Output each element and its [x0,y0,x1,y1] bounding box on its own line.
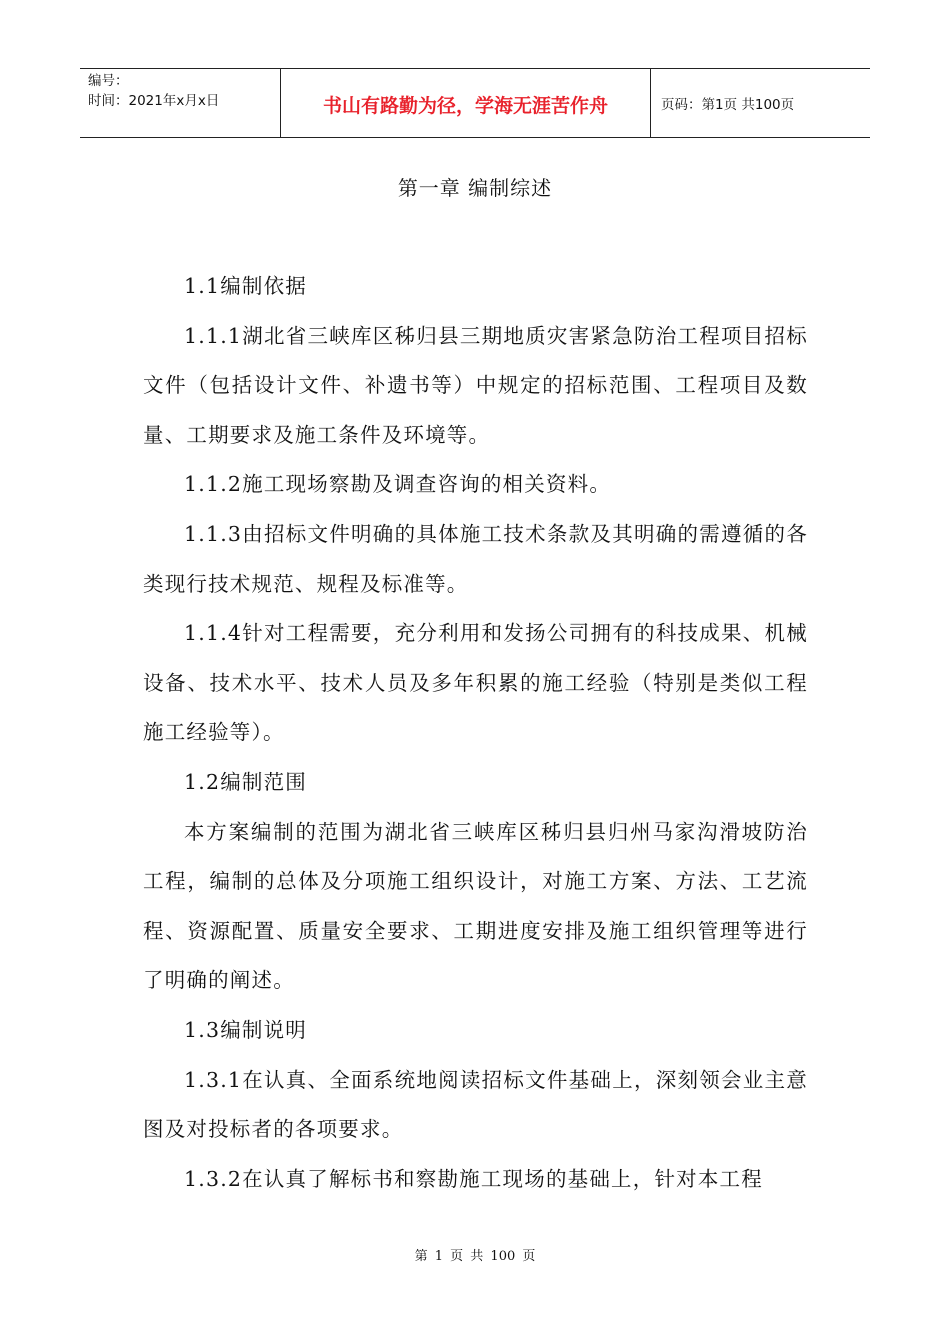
section-heading: 1.3编制说明 [184,1017,308,1042]
paragraph: 本方案编制的范围为湖北省三峡库区秭归县归州马家沟滑坡防治工程，编制的总体及分项施工组织设计，对施工方案、方法、工艺流程、资源配置、质量安全要求、工期进度安排及施工组织管理等进行了明确的阐述。 [143,819,808,993]
paragraph: 1.1.4针对工程需要，充分利用和发扬公司拥有的科技成果、机械设备、技术水平、技术人员及多年积累的施工经验（特别是类似工程施工经验等）。 [143,621,808,745]
chapter-title: 第一章 编制综述 [397,176,553,200]
document-number: 编号： [88,73,129,89]
section-heading: 1.1编制依据 [184,274,308,298]
section-heading: 1.2编制范围 [184,769,308,794]
paragraph: 1.1.3由招标文件明确的具体施工技术条款及其明确的需遵循的各类现行技术规范、规程及标准等。 [143,521,808,596]
page-header [80,68,870,138]
paragraph: 1.1.1湖北省三峡库区秭归县三期地质灾害紧急防治工程项目招标文件（包括设计文件、补遗书等）中规定的招标范围、工程项目及数量、工期要求及施工条件及环境等。 [143,323,808,447]
paragraph: 1.1.2施工现场察勘及调查咨询的相关资料。 [184,472,612,497]
paragraph: 1.3.2在认真了解标书和察勘施工现场的基础上，针对本工程 [184,1166,763,1191]
document-date: 时间：2021年x月x日 [88,93,220,109]
page-footer: 第 1 页 共 100 页 [414,1249,536,1264]
paragraph: 1.3.1在认真、全面系统地阅读招标文件基础上，深刻领会业主意图及对投标者的各项要求。 [143,1067,808,1142]
header-motto: 书山有路勤为径，学海无涯苦作舟 [281,69,651,137]
header-page-info: 页码：第1页 共100页 [661,97,795,113]
document-body [143,262,808,1204]
header-meta [80,69,281,137]
